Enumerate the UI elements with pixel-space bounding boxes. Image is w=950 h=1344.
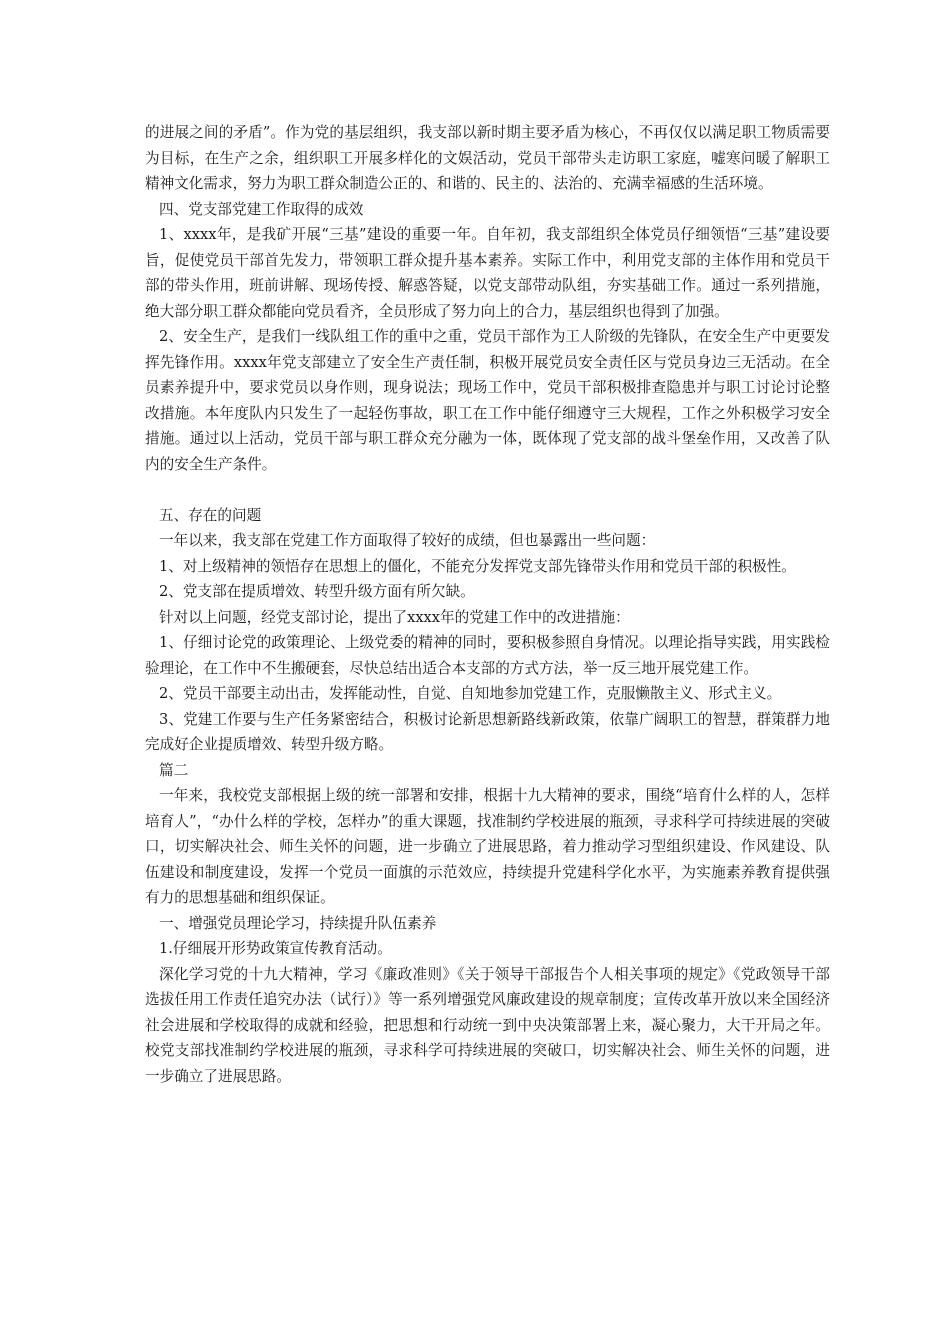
paragraph-12: 2、党员干部要主动出击，发挥能动性，自觉、自知地参加党建工作，克服懒散主义、形式主义。 (159, 685, 782, 702)
section-heading-4: 四、党支部党建工作取得的成效 (159, 200, 364, 218)
paragraph-4: 2、安全生产，是我们一线队组工作的重中之重，党员干部作为工人阶级的先锋队，在安全生产中更要发挥先锋作用。xxxx年党支部建立了安全生产责任制，积极开展党员安全责任区与党员身边三无活动。在全员素养提升中，要求党员以身作则，现身说法；现场工作中，党员干部积极排查隐患并与职工讨论讨论整改措施。本年度队内只发生了一起轻伤事故，职工在工作中能仔细遵守三大规程，工作之外积极学习安全措施。通过以上活动，党员干部与职工群众充分融为一体，既体现了党支部的战斗堡垒作用，又改善了队内的安全生产条件。 (145, 328, 830, 473)
paragraph-9: 2、党支部在提质增效、转型升级方面有所欠缺。 (159, 583, 475, 600)
section-heading-5: 五、存在的问题 (159, 506, 262, 524)
paragraph-18: 深化学习党的十九大精神，学习《廉政准则》《关于领导干部报告个人相关事项的规定》《党政领导干部选拔任用工作责任追究办法（试行）》等一系列增强党风廉政建设的规章制度；宣传改革开放以来全国经济社会进展和学校取得的成就和经验，把思想和行动统一到中央决策部署上来，凝心聚力，大干开局之年。校党支部找准制约学校进展的瓶颈，寻求科学可持续进展的突破口，切实解决社会、师生关怀的问题，进一步确立了进展思路。 (145, 965, 830, 1085)
section-heading-1: 一、增强党员理论学习，持续提升队伍素养 (159, 914, 437, 932)
paragraph-3: 1、xxxx年，是我矿开展“三基”建设的重要一年。自年初，我支部组织全体党员仔细领悟“三基”建设要旨，促使党员干部首先发力，带领职工群众提升基本素养。实际工作中，利用党支部的主体作用和党员干部的带头作用，班前讲解、现场传授、解惑答疑，以党支部带动队组，夯实基础工作。通过一系列措施，绝大部分职工群众都能向党员看齐，全员形成了努力向上的合力，基层组织也得到了加强。 (145, 226, 830, 320)
paragraph-15: 一年来，我校党支部根据上级的统一部署和安排，根据十九大精神的要求，围绕“培育什么样的人，怎样培育人”，“办什么样的学校，怎样办”的重大课题，找准制约学校进展的瓶颈，寻求科学可持续进展的突破口，切实解决社会、师生关怀的问题，进一步确立了进展思路，着力推动学习型组织建设、作风建设、队伍建设和制度建设，发挥一个党员一面旗的示范效应，持续提升党建科学化水平，为实施素养教育提供强有力的思想基础和组织保证。 (145, 787, 830, 906)
document-body (145, 120, 830, 1089)
paragraph-7: 一年以来，我支部在党建工作方面取得了较好的成绩，但也暴露出一些问题： (159, 532, 656, 549)
paragraph-11: 1、仔细讨论党的政策理论、上级党委的精神的同时，要积极参照自身情况。以理论指导实践，用实践检验理论，在工作中不生搬硬套，尽快总结出适合本支部的方式方法，举一反三地开展党建工作。 (145, 634, 830, 677)
subsection-heading-1: 1.仔细展开形势政策宣传教育活动。 (159, 940, 392, 957)
part-two-heading: 篇二 (159, 761, 189, 779)
paragraph-13: 3、党建工作要与生产任务紧密结合，积极讨论新思想新路线新政策，依靠广阔职工的智慧，群策群力地完成好企业提质增效、转型升级方略。 (145, 710, 830, 753)
blank-line (145, 477, 830, 503)
paragraph-8: 1、对上级精神的领悟存在思想上的僵化，不能充分发挥党支部先锋带头作用和党员干部的积极性。 (159, 557, 796, 575)
paragraph-10: 针对以上问题，经党支部讨论，提出了xxxx年的党建工作中的改进措施： (159, 608, 630, 626)
paragraph-1: 的进展之间的矛盾”。作为党的基层组织，我支部以新时期主要矛盾为核心，不再仅仅以满足职工物质需要为目标，在生产之余，组织职工开展多样化的文娱活动，党员干部带头走访职工家庭，嘘寒问暖了解职工精神文化需求，努力为职工群众制造公正的、和谐的、民主的、法治的、充满幸福感的生活环境。 (145, 124, 830, 192)
